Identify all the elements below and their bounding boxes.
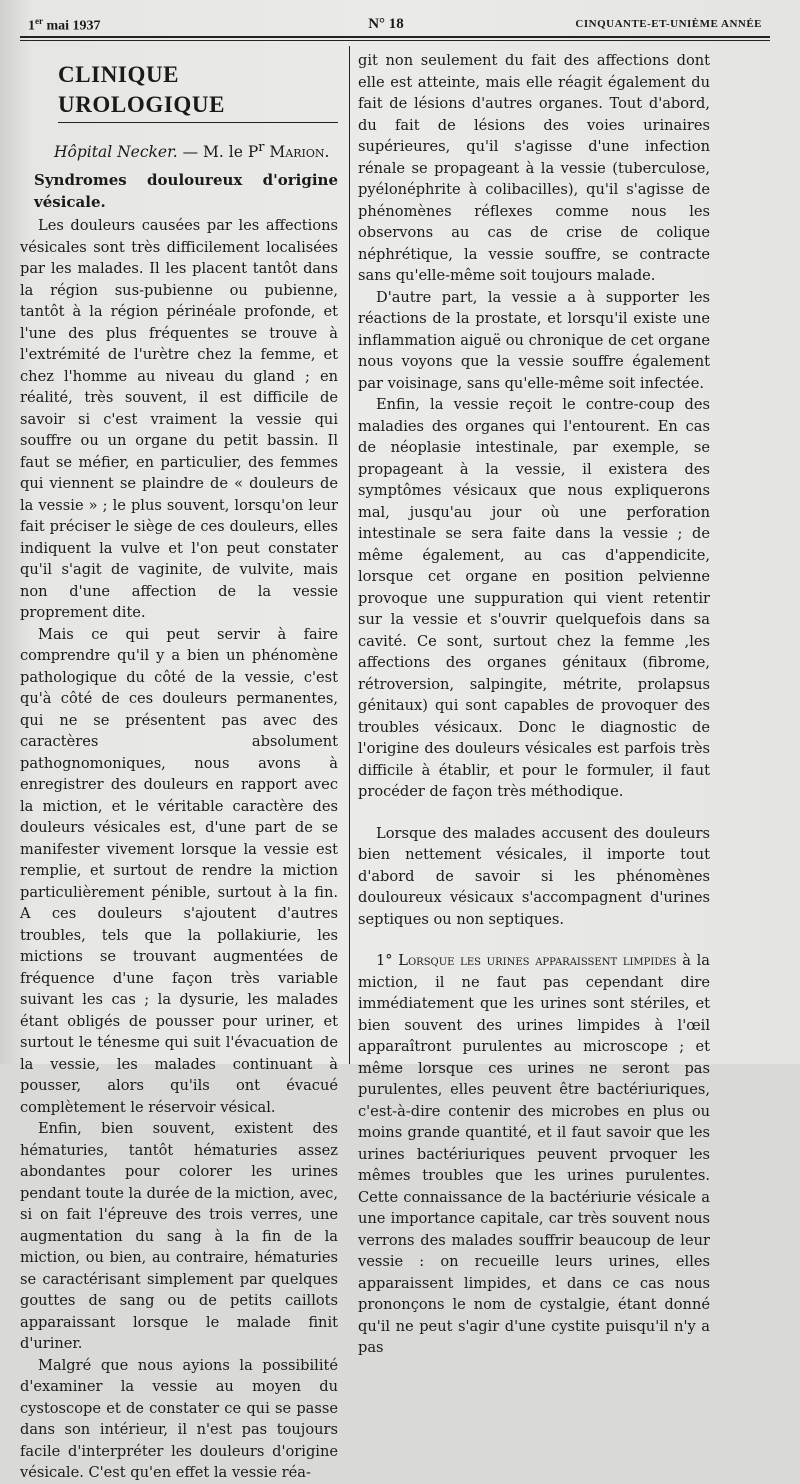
issue-number: N° 18 — [368, 16, 404, 32]
header-rule — [20, 36, 770, 38]
paragraph: Lorsque des malades accusent des douleurs bien nettement vésicales, il importe tout d'abord de savoir si les phénomènes douloureux vésicaux s'accompagnent d'urines septiques ou non septiques. — [358, 824, 710, 928]
page-header — [28, 10, 762, 36]
right-column — [358, 50, 710, 1359]
paragraph: Enfin, la vessie reçoit le contre-coup des maladies des organes qui l'entourent. En cas de néoplasie intestinale, par exemple, se propageant à la vessie, il existera des symptômes vésicaux que nous expliquerons mal, jusqu'au jour où une perforation intestinale se sera faite dans la vessie ; de même également, au cas d'appendicite, lorsque cet organe en position pelvienne provoque une suppuration qui vient retentir sur la vessie et s'ouvrir quelquefois dans sa cavité. Ce sont, surtout chez la femme ,les affections des organes génitaux (fibrome, rétroversion, salpingite, métrite, prolapsus génitaux) qui sont capables de provoquer des troubles vésicaux. Donc le diagnostic de l'origine des douleurs vésicales est parfois très difficile à établir, et pour le formuler, il faut procéder de façon très méthodique. — [358, 396, 710, 800]
header-rule-thin — [20, 40, 770, 41]
column-divider — [349, 46, 350, 1064]
paragraph: Malgré que nous ayions la possibilité d'examiner la vessie au moyen du cystoscope et de constater ce qui se passe dans son intérieur, il n'est pas toujours facile d'interpréter les douleurs d'origine vésicale. C'est qu'en effet la vessie réa- — [20, 1356, 338, 1482]
paragraph: Les douleurs causées par les affections vésicales sont très difficilement localisées par les malades. Il les placent tantôt dans la région sus-pubienne ou pubienne, tantôt à la région périnéale profonde, et l'une des plus fréquentes se trouve à l'extrémité de l'urètre chez la femme, et chez l'homme au niveau du gland ; en réalité, très souvent, il est difficile de savoir si c'est vraiment la vessie qui souffre ou un organe du petit bassin. Il faut se méfier, en particulier, des femmes qui viennent se plaindre de « douleurs de la vessie » ; le plus souvent, lorsqu'on leur fait préciser le siège de ces douleurs, elles indiquent la vulve et l'on peut constater qu'il s'agit de vaginite, de vulvite, mais non d'une affection de la vessie proprement dite. — [20, 217, 338, 622]
article-subtitle: Syndromes douloureux d'origine vésicale. — [34, 171, 338, 212]
paragraph: git non seulement du fait des affections dont elle est atteinte, mais elle réagit également du fait de lésions d'autres organes. Tout d'abord, du fait de lésions des voies urinaires supérieures, qu'il s'agisse d'une infection rénale se propageant à la vessie (tuberculose, pyélonéphrite à colibacilles), qu'il s'agisse de phénomènes réflexes comme nous les observons au cas de crise de colique néphrétique, la vessie souffre, se contracte sans qu'elle-même soit toujours malade. — [358, 52, 710, 284]
section-title: CLINIQUE UROLOGIQUE — [58, 60, 338, 123]
publication-year: CINQUANTE-ET-UNIÈME ANNÉE — [575, 18, 762, 30]
paragraph: Mais ce qui peut servir à faire comprendre qu'il y a bien un phénomène pathologique du côté de la vessie, c'est qu'à côté de ces douleurs permanentes, qui ne se présentent pas avec des caractères absolument pathognomoniques, nous avons à enregistrer des douleurs en rapport avec la miction, et le véritable caractère des douleurs vésicales est, d'une part de se manifester vivement lorsque la vessie est remplie, et surtout de rendre la miction particulièrement pénible, surtout à la fin. A ces douleurs s'ajoutent d'autres troubles, tels que la pollakiurie, les mictions se trouvant augmentées de fréquence d'une façon très variable suivant les cas ; la dysurie, les malades étant obligés de pousser pour uriner, et surtout le ténesme qui suit l'évacuation de la vessie, les malades continuant à pousser, alors qu'ils ont évacué complètement le réservoir vésical. — [20, 625, 338, 1116]
hospital-line: Hôpital Necker. — M. le $P^r$ Marion. — [54, 140, 330, 162]
paragraph: D'autre part, la vessie a à supporter les réactions de la prostate, et lorsqu'il existe une inflammation aiguë ou chronique de cet organe nous voyons que la vessie souffre également par voisinage, sans qu'elle-même soit infectée. — [358, 288, 710, 392]
issue-date: 1er mai 1937 — [28, 16, 101, 34]
case-heading: 1° Lorsque les urines apparaissent limpides — [376, 952, 677, 969]
left-column — [20, 50, 338, 1484]
paragraph: Enfin, bien souvent, existent des hématuries, tantôt hématuries assez abondantes pour colorer les urines pendant toute la durée de la miction, avec, si on fait l'épreuve des trois verres, une augmentation du sang à la fin de la miction, ou bien, au contraire, hématuries se caractérisant simplement par quelques gouttes de sang ou de petits caillots apparaissant lorsque le malade finit d'uriner. — [20, 1120, 338, 1353]
case-paragraph: 1° Lorsque les urines apparaissent limpides à la miction, il ne faut pas cependant dire immédiatement que les urines sont stériles, et bien souvent des urines limpides à l'œil apparaîtront purulentes au microscope ; et même lorsque ces urines ne seront pas purulentes, elles peuvent être bactériuriques, c'est-à-dire contenir des microbes en plus ou moins grande quantité, et il faut savoir que les urines bactériuriques peuvent prvoquer les mêmes troubles que les urines purulentes. Cette connaissance de la bactériurie vésicale a une importance capitale, car très souvent nous verrons des malades souffrir beaucoup de leur vessie : on recueille leurs urines, elles apparaissent limpides, et dans ce cas nous prononçons le nom de cystalgie, étant donné qu'il ne peut s'agir d'une cystite puisqu'il n'y a pas — [358, 952, 710, 1356]
